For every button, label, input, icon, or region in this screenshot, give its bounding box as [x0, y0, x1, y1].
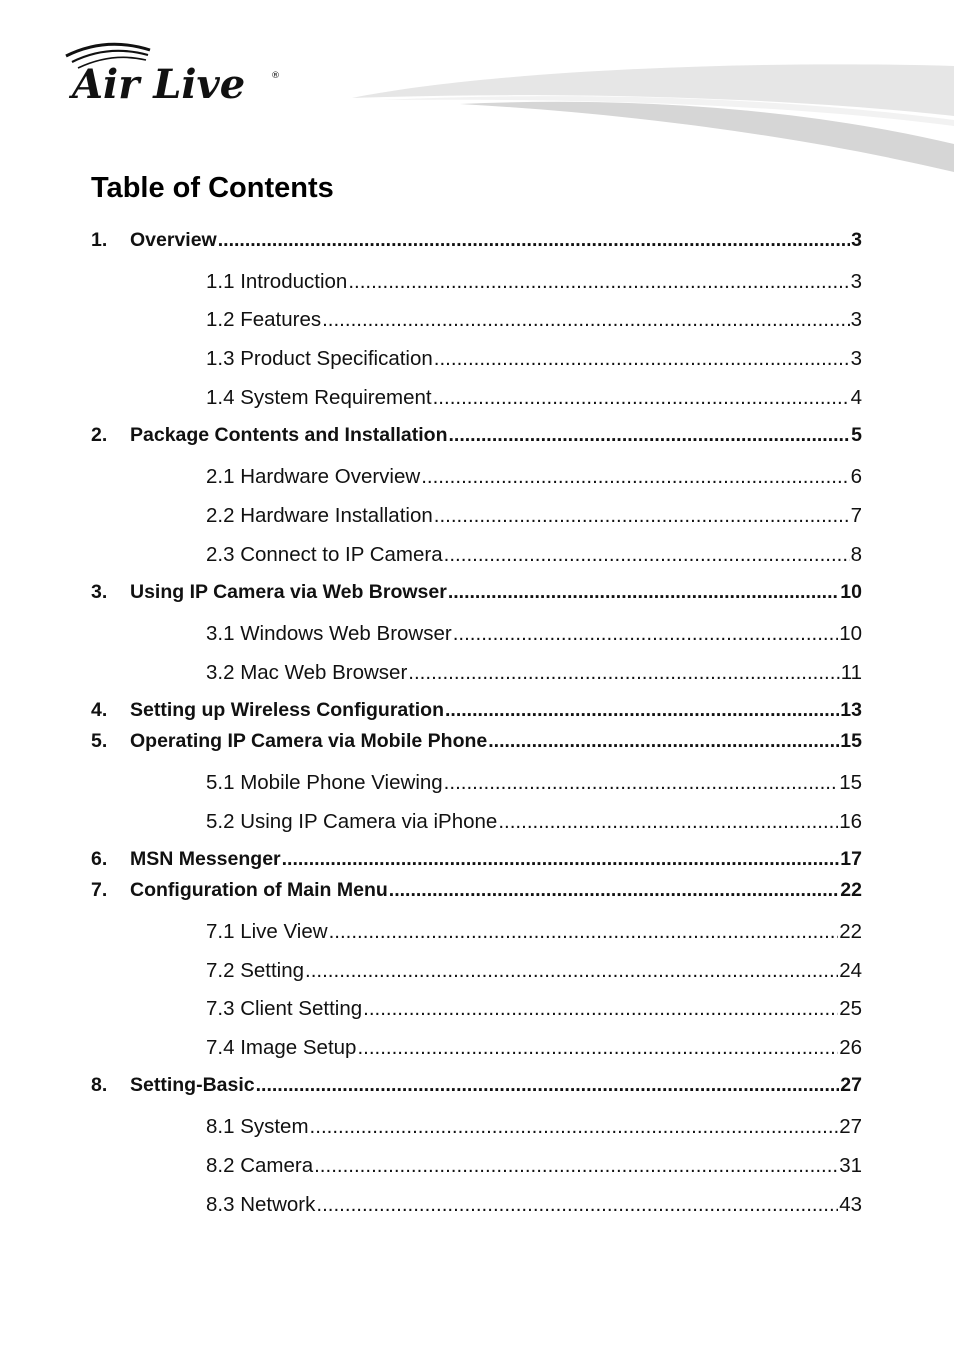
dot-leader: [322, 307, 850, 333]
toc-section-entry[interactable]: [206, 464, 862, 490]
toc-entry-label: Package Contents and Installation: [130, 424, 448, 446]
airlive-logo: [58, 40, 288, 105]
toc-page-number: 15: [840, 730, 862, 752]
toc-chapter-entry[interactable]: [91, 846, 862, 872]
toc-entry-number: 6.: [91, 848, 108, 870]
toc-section-entry[interactable]: [206, 503, 862, 529]
toc-entry-label: MSN Messenger: [130, 848, 281, 870]
toc-entry-number: 1.: [91, 229, 108, 251]
dot-leader: [357, 1035, 838, 1061]
toc-entry-label: 1.3 Product Specification: [206, 347, 433, 370]
toc-entry-label: 1.4 System Requirement: [206, 386, 432, 409]
dot-leader: [389, 877, 840, 903]
toc-entry-label: Operating IP Camera via Mobile Phone: [130, 730, 488, 752]
dot-leader: [421, 464, 849, 490]
dot-leader: [448, 422, 850, 448]
logo-text: Air Live: [72, 61, 246, 105]
dot-leader: [453, 621, 838, 647]
toc-entry-label: 1.2 Features: [206, 308, 322, 331]
toc-section-entry[interactable]: [206, 919, 862, 945]
toc-chapter-entry[interactable]: [91, 728, 862, 754]
dot-leader: [310, 1114, 839, 1140]
page-title: Table of Contents: [91, 172, 334, 204]
toc-entry-number: 8.: [91, 1074, 108, 1096]
dot-leader: [316, 1192, 838, 1218]
toc-entry-number: 7.: [91, 879, 108, 901]
toc-page-number: 27: [840, 1074, 862, 1096]
toc-page-number: 43: [839, 1193, 862, 1216]
toc-entry-label: 3.1 Windows Web Browser: [206, 622, 452, 645]
toc-section-entry[interactable]: [206, 269, 862, 295]
toc-section-entry[interactable]: [206, 770, 862, 796]
toc-entry-label: 7.2 Setting: [206, 959, 305, 982]
dot-leader: [445, 697, 839, 723]
toc-page-number: 6: [850, 465, 862, 488]
toc-page-number: 8: [850, 543, 862, 566]
toc-page-number: 26: [839, 1036, 862, 1059]
dot-leader: [444, 770, 839, 796]
toc-chapter-entry[interactable]: [91, 1072, 862, 1098]
toc-chapter-entry[interactable]: [91, 697, 862, 723]
toc-entry-label: 8.3 Network: [206, 1193, 316, 1216]
dot-leader: [256, 1072, 840, 1098]
dot-leader: [305, 958, 838, 984]
toc-entry-label: Overview: [130, 229, 217, 251]
toc-entry-label: 5.2 Using IP Camera via iPhone: [206, 810, 498, 833]
toc-page-number: 10: [839, 622, 862, 645]
dot-leader: [282, 846, 840, 872]
toc-section-entry[interactable]: [206, 346, 862, 372]
toc-entry-label: 8.1 System: [206, 1115, 309, 1138]
toc-page-number: 5: [851, 424, 862, 446]
dot-leader: [434, 503, 850, 529]
toc-page-number: 3: [850, 308, 862, 331]
dot-leader: [329, 919, 839, 945]
toc-page-number: 3: [850, 270, 862, 293]
dot-leader: [363, 996, 838, 1022]
dot-leader: [433, 385, 850, 411]
toc-chapter-entry[interactable]: [91, 877, 862, 903]
dot-leader: [348, 269, 849, 295]
toc-page-number: 25: [839, 997, 862, 1020]
toc-page-number: 16: [839, 810, 862, 833]
toc-entry-label: 7.4 Image Setup: [206, 1036, 357, 1059]
toc-section-entry[interactable]: [206, 996, 862, 1022]
dot-leader: [408, 660, 839, 686]
toc-section-entry[interactable]: [206, 958, 862, 984]
toc-section-entry[interactable]: [206, 1035, 862, 1061]
dot-leader: [488, 728, 839, 754]
toc-page-number: 15: [839, 771, 862, 794]
toc-entry-label: 5.1 Mobile Phone Viewing: [206, 771, 443, 794]
toc-page-number: 11: [840, 661, 862, 684]
toc-page-number: 13: [840, 699, 862, 721]
toc-entry-label: Setting up Wireless Configuration: [130, 699, 444, 721]
toc-page-number: 7: [850, 504, 862, 527]
toc-entry-label: 8.2 Camera: [206, 1154, 314, 1177]
dot-leader: [448, 579, 839, 605]
toc-entry-label: 7.1 Live View: [206, 920, 328, 943]
toc-section-entry[interactable]: [206, 542, 862, 568]
toc-entry-label: Configuration of Main Menu: [130, 879, 388, 901]
toc-page-number: 3: [851, 229, 862, 251]
toc-section-entry[interactable]: [206, 1114, 862, 1140]
toc-entry-label: 2.2 Hardware Installation: [206, 504, 433, 527]
toc-entry-label: 2.1 Hardware Overview: [206, 465, 421, 488]
toc-page-number: 31: [839, 1154, 862, 1177]
dot-leader: [444, 542, 850, 568]
toc-entry-label: 1.1 Introduction: [206, 270, 348, 293]
toc-section-entry[interactable]: [206, 385, 862, 411]
toc-page-number: 27: [839, 1115, 862, 1138]
toc-page-number: 22: [840, 879, 862, 901]
dot-leader: [498, 809, 838, 835]
toc-section-entry[interactable]: [206, 660, 862, 686]
toc-entry-label: Setting-Basic: [130, 1074, 255, 1096]
toc-section-entry[interactable]: [206, 621, 862, 647]
toc-entry-label: 7.3 Client Setting: [206, 997, 363, 1020]
toc-section-entry[interactable]: [206, 307, 862, 333]
toc-page-number: 24: [839, 959, 862, 982]
toc-entry-label: 3.2 Mac Web Browser: [206, 661, 408, 684]
toc-entry-label: Using IP Camera via Web Browser: [130, 581, 447, 603]
toc-entry-label: 2.3 Connect to IP Camera: [206, 543, 443, 566]
header-swoosh: [340, 60, 954, 180]
toc-page-number: 17: [840, 848, 862, 870]
dot-leader: [314, 1153, 838, 1179]
dot-leader: [218, 227, 850, 253]
toc-entry-number: 4.: [91, 699, 108, 721]
toc-page-number: 4: [850, 386, 862, 409]
toc-section-entry[interactable]: [206, 809, 862, 835]
toc-entry-number: 5.: [91, 730, 108, 752]
toc-entry-number: 3.: [91, 581, 108, 603]
toc-chapter-entry[interactable]: [91, 422, 862, 448]
toc-chapter-entry[interactable]: [91, 227, 862, 253]
toc-page-number: 22: [839, 920, 862, 943]
toc-page-number: 3: [850, 347, 862, 370]
toc-page-number: 10: [840, 581, 862, 603]
toc-section-entry[interactable]: [206, 1192, 862, 1218]
toc-section-entry[interactable]: [206, 1153, 862, 1179]
toc-entry-number: 2.: [91, 424, 108, 446]
toc-chapter-entry[interactable]: [91, 579, 862, 605]
registered-mark: ®: [271, 71, 280, 81]
dot-leader: [434, 346, 850, 372]
